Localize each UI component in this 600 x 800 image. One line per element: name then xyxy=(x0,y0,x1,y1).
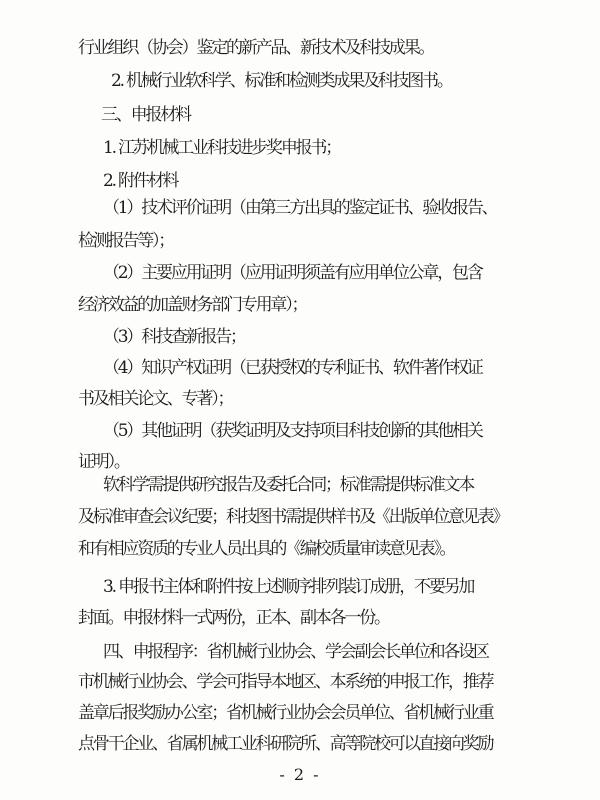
text-line: 证明）。 xyxy=(78,452,129,472)
text-line: 经济效益的加盖财务部门专用章）； xyxy=(78,295,307,315)
text-line: 软科学需提供研究报告及委托合同；标准需提供标准文本 xyxy=(103,475,473,495)
text-line: 3. 申报书主体和附件按上述顺序排列装订成册，不要另加 xyxy=(103,577,474,597)
text-line: （4）知识产权证明（已获授权的专利证书、软件著作权证 xyxy=(103,358,482,378)
text-line: 封面。申报材料一式两份，正本、副本各一份。 xyxy=(78,608,389,628)
text-line: （2）主要应用证明（应用证明须盖有应用单位公章，包含 xyxy=(103,263,482,283)
section-heading: 三、申报材料 xyxy=(101,105,190,125)
text-line: 盖章后报奖励办公室；省机械行业协会会员单位、省机械行业重 xyxy=(78,703,493,723)
text-line: 点骨干企业、省属机械工业科研院所、高等院校可以直接向奖励 xyxy=(78,734,493,754)
text-line: （5）其他证明（获奖证明及支持项目科技创新的其他相关 xyxy=(103,421,482,441)
text-line: （1）技术评价证明（由第三方出具的鉴定证书、验收报告、 xyxy=(103,198,497,218)
section-heading: 四、申报程序：省机械行业协会、学会副会长单位和各设区 xyxy=(103,642,488,662)
text-line: 及标准审查会议纪要；科技图书需提供样书及《出版单位意见表》 xyxy=(78,507,508,527)
text-line: 书及相关论文、专著）； xyxy=(78,389,233,409)
text-line: 2. 附件材料 xyxy=(103,171,178,191)
page-number: - 2 - xyxy=(279,765,321,784)
text-line: （3）科技查新报告； xyxy=(103,327,245,347)
text-line: 行业组织（协会）鉴定的新产品、新技术及科技成果。 xyxy=(78,38,434,58)
text-line: 和有相应资质的专业人员出具的《编校质量审读意见表》。 xyxy=(78,539,455,559)
text-line: 检测报告等）； xyxy=(78,231,174,251)
text-line: 2. 机械行业软科学、标准和检测类成果及科技图书。 xyxy=(111,71,452,91)
text-line: 1. 江苏机械工业科技进步奖申报书； xyxy=(103,138,341,158)
text-line: 市机械行业协会、学会可指导本地区、本系统的申报工作，推荐 xyxy=(78,672,493,692)
